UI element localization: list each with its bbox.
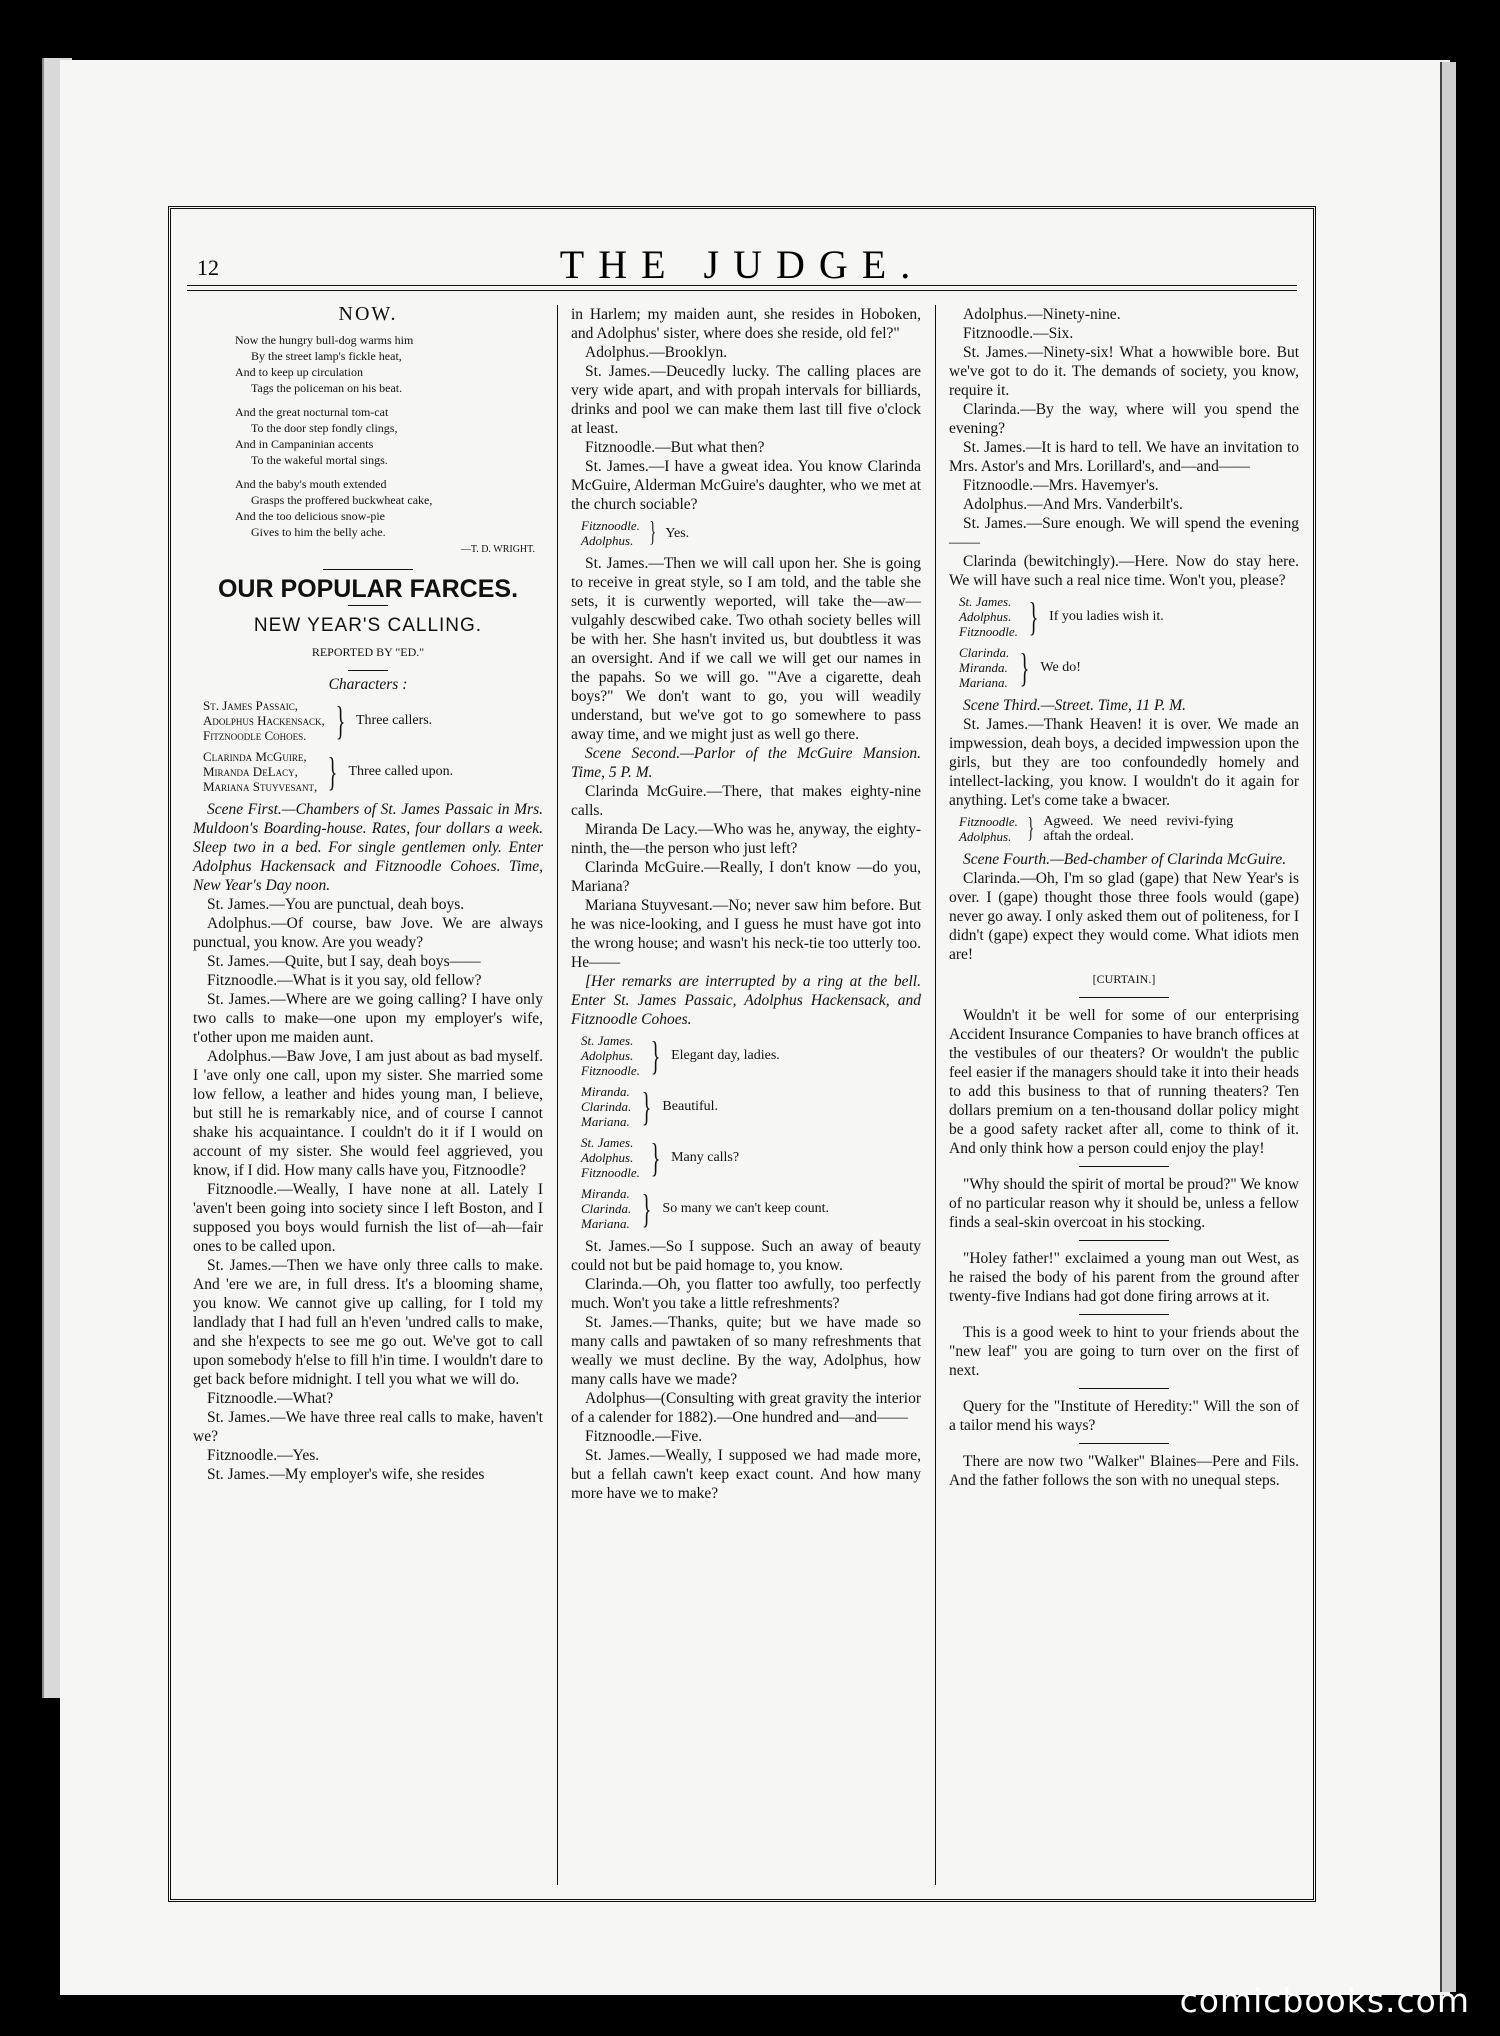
chorus-line: We do! [1040,660,1081,675]
speaker-name: Mariana. [959,675,1008,690]
poem-line: To the door step fondly clings, [251,421,398,435]
column-separator [935,305,936,1885]
poem-title: NOW. [338,303,398,325]
brace-glyph: } [650,1134,661,1180]
chorus-group [581,1084,921,1129]
dialogue-line: Clarinda.—Oh, I'm so glad (gape) that New Year's is over. I (gape) thought those three fools would (gape) never go away. I only asked them out of politeness, for I didn't (gape) expect they would come. What idiots men are! [949,870,1299,963]
character-name: Mariana Stuyvesant, [203,779,318,794]
poem-line: And the baby's mouth extended [235,477,387,491]
character-name: Adolphus Hackensack, [203,713,325,728]
callers-group [203,698,543,743]
called-list [203,749,317,794]
dialogue-line: St. James.—I have a gweat idea. You know Clarinda McGuire, Alderman McGuire's daughter, who we met at the church sociable? [571,458,921,513]
dialogue-line: Adolphus—(Consulting with great gravity the interior of a calender for 1882).—One hundred and—and—— [571,1390,921,1426]
byline-divider [348,670,388,671]
dialogue-line: St. James.—Ninety-six! What a howwible bore. But we've got to do it. The demands of society, you know, require it. [949,344,1299,399]
speaker-name: Miranda. [581,1186,630,1201]
scene-direction: Scene Third.—Street. Time, 11 P. M. [963,697,1187,714]
dialogue-line: Fitznoodle.—What? [207,1390,334,1407]
chorus-line: Agweed. We need revivi-fying aftah the ordeal. [1043,814,1234,844]
dialogue-line: Fitznoodle.—Six. [963,325,1074,342]
poem-line: By the street lamp's fickle heat, [251,349,402,363]
chorus-group [959,594,1299,639]
poem-line: Gives to him the belly ache. [251,525,386,539]
chorus-group [581,1033,921,1078]
dialogue-line: Clarinda (bewitchingly).—Here. Now do stay here. We will have such a real nice time. Won't you, please? [949,553,1299,589]
dialogue-line: St. James.—Quite, but I say, deah boys—— [207,953,481,970]
paragraph-item: Query for the "Institute of Heredity:" Will the son of a tailor mend his ways? [949,1398,1299,1434]
masthead [181,223,1303,303]
chorus-line: Elegant day, ladies. [671,1048,780,1063]
column-2 [571,305,921,1503]
farce-heading: OUR POPULAR FARCES. [217,575,519,603]
brace-glyph: } [1027,813,1034,844]
brace-glyph: } [642,1185,652,1231]
chorus-line: If you ladies wish it. [1049,609,1164,624]
speaker-name: Adolphus. [581,1150,634,1165]
speaker-list [581,1033,640,1078]
item-divider [1079,997,1169,998]
brace-glyph: } [649,517,656,548]
speaker-name: Miranda. [959,660,1008,675]
heading-divider [348,605,388,606]
speaker-name: St. James. [959,594,1012,609]
chorus-line: Beautiful. [662,1099,719,1114]
speaker-name: Fitznoodle. [581,1165,640,1180]
dialogue-line: St. James.—Sure enough. We will spend the evening—— [949,515,1299,551]
dialogue-line: Fitznoodle.—But what then? [585,439,765,456]
brace-glyph: } [650,1032,661,1078]
speaker-name: Fitznoodle. [959,624,1018,639]
watermark-text: comicbooks.com [1179,1981,1470,2020]
poem-line: Tags the policeman on his beat. [251,381,403,395]
speaker-name: St. James. [581,1033,634,1048]
speaker-name: Miranda. [581,1084,630,1099]
speaker-name: Clarinda. [581,1201,632,1216]
dialogue-line: St. James.—Weally, I supposed we had made more, but a fellah cawn't keep exact count. And how many more have we to make? [571,1447,921,1502]
dialogue-line: Adolphus.—Ninety-nine. [963,306,1121,323]
item-divider [1079,1240,1169,1241]
dialogue-line: St. James.—It is hard to tell. We have an invitation to Mrs. Astor's and Mrs. Lorillard's, and—and—— [949,439,1299,475]
stage-direction: [Her remarks are interrupted by a ring at the bell. Enter St. James Passaic, Adolphus Hackensack, and Fitznoodle Cohoes. [571,973,921,1028]
page-number: 12 [197,255,219,280]
poem-line: Grasps the proffered buckwheat cake, [251,493,433,507]
speaker-name: Adolphus. [581,1048,634,1063]
dialogue-line: Adolphus.—Of course, baw Jove. We are always punctual, you know. Are you weady? [193,915,543,951]
callers-list [203,698,325,743]
dialogue-line: Clarinda McGuire.—There, that makes eighty-nine calls. [571,783,921,819]
brace-glyph: } [335,697,346,743]
dialogue-line: St. James.—We have three real calls to make, haven't we? [193,1409,543,1445]
character-name: Clarinda McGuire, [203,749,307,764]
masthead-rule-bottom [187,290,1297,291]
dialogue-line: St. James.—Where are we going calling? I have only two calls to make—one upon my employer's wife, t'other upon me maiden aunt. [193,991,543,1046]
character-name: St. James Passaic, [203,698,299,713]
dialogue-line: St. James.—Then we have only three calls to make. And 'ere we are, in full dress. It's a blooming shame, you know. We cannot give up calling, for I told my landlady that I had full an h'even 'undred calls to make, and she h'expects to see me go out. We've got to call upon somebody h'else to fill h'in time. I wouldn't dare to get back before midnight. I tell you what we will do. [193,1257,543,1388]
speaker-name: St. James. [581,1135,634,1150]
dialogue-line: St. James.—My employer's wife, she resides [207,1466,485,1483]
curtain-note: [CURTAIN.] [1092,972,1156,986]
speaker-name: Clarinda. [581,1099,632,1114]
paragraph-item: "Holey father!" exclaimed a young man out West, as he raised the body of his parent from the ground after twenty-five Indians had got done firing arrows at it. [949,1250,1299,1305]
callers-label: Three callers. [356,713,433,728]
called-group [203,749,543,794]
speaker-list [581,518,640,548]
newspaper-title: THE JUDGE. [559,242,925,287]
dialogue-line: Adolphus.—Brooklyn. [585,344,728,361]
speaker-list [959,645,1009,690]
brace-glyph: } [642,1083,652,1129]
characters-heading: Characters : [328,676,408,693]
dialogue-line: St. James.—Thank Heaven! it is over. We made an impwession, deah boys, a decided impwession upon the girls, but they are too confoundedly homely and intellect-lacking, you know. I wouldn't do it again for anything. Let's come take a bwacer. [949,716,1299,809]
masthead-rule-top [187,285,1297,286]
page-edge [1440,62,1456,1992]
poem-line: Now the hungry bull-dog warms him [235,333,414,347]
dialogue-line: Fitznoodle.—Five. [585,1428,703,1445]
poem-line: And the too delicious snow-pie [235,509,385,523]
dialogue-line: Adolphus.—And Mrs. Vanderbilt's. [963,496,1183,513]
dialogue-line: Clarinda.—By the way, where will you spend the evening? [949,401,1299,437]
chorus-line: Yes. [665,525,690,541]
paragraph-item: Wouldn't it be well for some of our enterprising Accident Insurance Companies to have branch offices at the vestibules of our theaters? Or wouldn't the public feel easier if the managers should take it into their heads to add this business to that of running theaters? Ten dollars premium on a ten-thousand dollar policy might be a good safety racket after all, come to think of it. And only think how a person could enjoy the play! [949,1007,1299,1157]
agreed-group [959,814,1299,844]
paragraph-item: "Why should the spirit of mortal be proud?" We know of no particular reason why it should be, unless a fellow finds a seal-skin overcoat in his stocking. [949,1176,1299,1231]
chorus-group [581,1186,921,1231]
yes-group [581,518,921,548]
dialogue-line: Fitznoodle.—What is it you say, old fellow? [207,972,482,989]
dialogue-line: St. James.—You are punctual, deah boys. [207,896,465,913]
dialogue-line: St. James.—Deucedly lucky. The calling places are very wide apart, and with propah intervals for billiards, drinks and pool we can make them last till five o'clock at least. [571,363,921,437]
speaker-name: Fitznoodle. [959,814,1018,829]
poem-line: And the great nocturnal tom-cat [235,405,389,419]
dialogue-line: St. James.—So I suppose. Such an away of beauty could not but be paid homage to, you know. [571,1238,921,1274]
poem-line: To the wakeful mortal sings. [251,453,388,467]
farce-subheading: NEW YEAR'S CALLING. [253,615,483,636]
dialogue-line: Adolphus.—Baw Jove, I am just about as bad myself. I 'ave only one call, upon my sister. She married some low fellow, a leather and hides young man, I believe, but still he is remarkably nice, and of course I cannot shake his acquaintance. I couldn't do it if I would on account of my sister. She would feel aggrieved, you know, if I did. How many calls have you, Fitznoodle? [193,1048,543,1179]
speaker-list [581,1084,631,1129]
item-divider [1079,1388,1169,1389]
speaker-list [959,594,1018,639]
speaker-name: Mariana. [581,1216,630,1231]
dialogue-line: Fitznoodle.—Mrs. Havemyer's. [963,477,1159,494]
chorus-group [959,645,1299,690]
dialogue-line: Clarinda.—Oh, you flatter too awfully, too perfectly much. Won't you take a little refreshments? [571,1276,921,1312]
scene-direction: Scene Second.—Parlor of the McGuire Mansion. Time, 5 P. M. [571,745,921,781]
brace-glyph: } [1020,644,1030,690]
speaker-name: Adolphus. [581,533,634,548]
page-frame [168,206,1316,1902]
column-separator [557,305,558,1885]
character-name: Miranda DeLacy, [203,764,298,779]
dialogue-line: Miranda De Lacy.—Who was he, anyway, the eighty-ninth, the—the person who just left? [571,821,921,857]
brace-glyph: } [328,748,338,794]
scene-direction: Scene First.—Chambers of St. James Passaic in Mrs. Muldoon's Boarding-house. Rates, four dollars a week. Sleep two in a bed. For single gentlemen only. Enter Adolphus Hackensack and Fitznoodle Cohoes. Time, New Year's Day noon. [193,801,543,894]
speaker-name: Mariana. [581,1114,630,1129]
chorus-line: Many calls? [671,1150,740,1165]
section-divider [323,569,413,570]
speaker-name: Adolphus. [959,829,1012,844]
column-3 [949,305,1299,1490]
speaker-name: Fitznoodle. [581,518,640,533]
item-divider [1079,1314,1169,1315]
brace-glyph: } [1028,593,1039,639]
speaker-name: Clarinda. [959,645,1010,660]
dialogue-line: St. James.—Then we will call upon her. She is going to receive in great style, so I am told, and the table she sets, it is curwently weported, will take the—aw—vulgahly descwibed cake. Two othah society belles will be with her. She hasn't invited us, but doubtless it was an oversight. And if we call we will get our names in the papahs. So we will go. "'Ave a cigarette, deah boys?" We don't want to go, you will weadily understand, but we've got to go somewhere to pass away time, and we might just as well go there. [571,555,921,743]
dialogue-line: St. James.—Thanks, quite; but we have made so many calls and pawtaken of so many refreshments that weally we must decline. By the way, Adolphus, how many calls have we made? [571,1314,921,1388]
paragraph-item: There are now two "Walker" Blaines—Pere and Fils. And the father follows the son with no unequal steps. [949,1453,1299,1489]
dialogue-line: Mariana Stuyvesant.—No; never saw him before. But he was nice-looking, and I guess he must have got into the wrong house; and wasn't his neck-tie too utterly too. He—— [571,897,921,971]
character-name: Fitznoodle Cohoes. [203,728,307,743]
dialogue-line: in Harlem; my maiden aunt, she resides in Hoboken, and Adolphus' sister, where does she reside, old fel?" [571,306,921,342]
speaker-list [959,814,1018,844]
column-1 [193,305,543,1484]
poem-line: And to keep up circulation [235,365,363,379]
chorus-line: So many we can't keep count. [662,1201,830,1216]
paragraph-item: This is a good week to hint to your friends about the "new leaf" you are going to turn over on the first of next. [949,1324,1299,1379]
item-divider [1079,1443,1169,1444]
dialogue-line: Clarinda McGuire.—Really, I don't know —do you, Mariana? [571,859,921,895]
item-divider [1079,1166,1169,1167]
speaker-name: Fitznoodle. [581,1063,640,1078]
dialogue-line: Fitznoodle.—Weally, I have none at all. Lately I 'aven't been going into society since I left Boston, and I supposed you boys would furnish the list of—ah—fair ones to be called upon. [193,1181,543,1255]
farce-byline: REPORTED BY "ED." [311,645,425,659]
chorus-group [581,1135,921,1180]
poem-body [235,332,543,540]
speaker-list [581,1186,631,1231]
poem-line: And in Campaninian accents [235,437,374,451]
called-label: Three called upon. [348,764,454,779]
speaker-list [581,1135,640,1180]
scene-direction: Scene Fourth.—Bed-chamber of Clarinda McGuire. [963,851,1287,868]
dialogue-line: Fitznoodle.—Yes. [207,1447,320,1464]
poem-author: —T. D. WRIGHT. [460,544,535,555]
speaker-name: Adolphus. [959,609,1012,624]
